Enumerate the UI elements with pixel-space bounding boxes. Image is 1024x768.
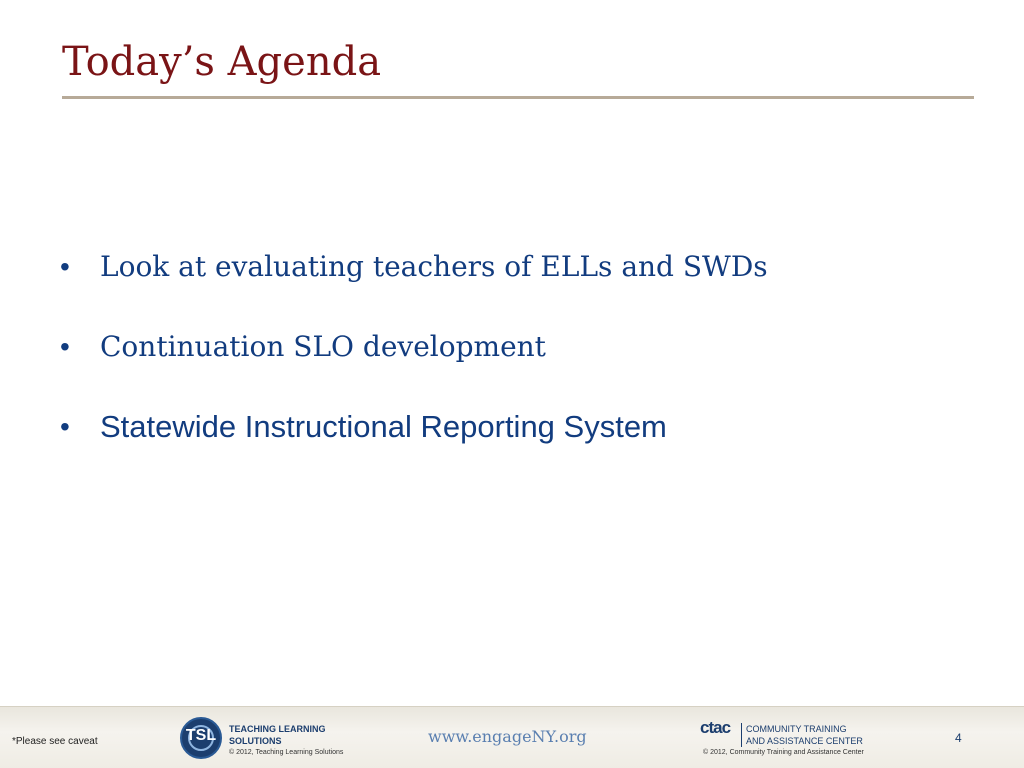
caveat-note: *Please see caveat: [12, 736, 98, 747]
title-divider: [62, 96, 974, 99]
ctac-logo-icon: ctac: [700, 718, 731, 737]
agenda-item-text: Statewide Instructional Reporting System: [100, 409, 667, 444]
page-number: 4: [955, 731, 962, 745]
tls-name-line1: TEACHING LEARNING: [229, 724, 326, 734]
ctac-name-line2: AND ASSISTANCE CENTER: [746, 736, 863, 746]
tls-name: [229, 723, 326, 747]
tls-logo-glyph: TSL: [185, 727, 217, 744]
tls-logo-icon: [180, 717, 222, 759]
ctac-name: [741, 723, 863, 747]
bullet-marker: •: [60, 331, 70, 362]
bullet-marker: •: [60, 411, 70, 442]
agenda-list: [60, 248, 768, 488]
bullet-marker: •: [60, 251, 70, 282]
agenda-item: [60, 328, 768, 408]
agenda-item: [60, 248, 768, 328]
tls-copyright: © 2012, Teaching Learning Solutions: [229, 749, 344, 756]
tls-name-line2: SOLUTIONS: [229, 736, 282, 746]
ctac-name-line1: COMMUNITY TRAINING: [746, 724, 847, 734]
agenda-item-text: Continuation SLO development: [100, 330, 546, 363]
slide-footer: [0, 706, 1024, 768]
agenda-item: [60, 408, 768, 488]
slide-title: Today’s Agenda: [62, 39, 382, 85]
ctac-copyright: © 2012, Community Training and Assistance Center: [703, 749, 864, 756]
agenda-item-text: Look at evaluating teachers of ELLs and SWDs: [100, 250, 768, 283]
engageny-link[interactable]: www.engageNY.org: [428, 727, 587, 746]
